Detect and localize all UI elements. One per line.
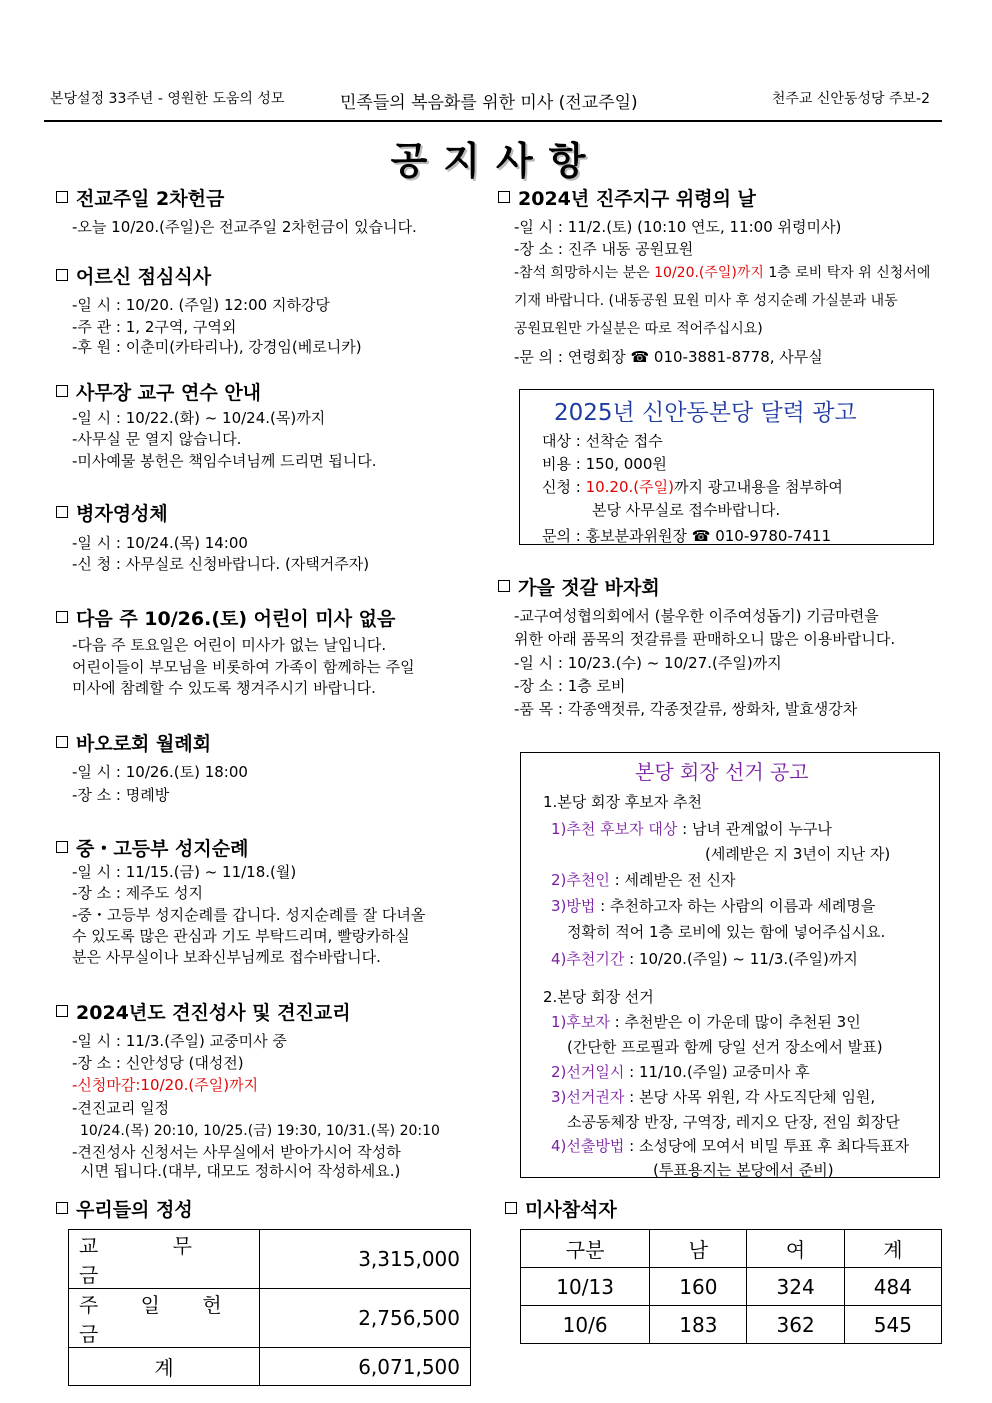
text-line: -다음 주 토요일은 어린이 미사가 없는 날입니다. [72, 636, 387, 654]
text-line: -중・고등부 성지순례를 갑니다. 성지순례를 잘 다녀올 [72, 906, 426, 924]
page-title: 공지사항 [390, 139, 602, 183]
table-cell: 10/13 [521, 1268, 650, 1306]
checkbox-icon [56, 191, 68, 203]
text-line: -일 시 : 10/24.(목) 14:00 [72, 534, 248, 552]
text-line: -문 의 : 연령회장 ☎ 010-3881-8778, 사무실 [514, 348, 823, 366]
section-title: 우리들의 정성 [76, 1199, 193, 1221]
table-cell: 324 [747, 1268, 844, 1306]
section-title: 가을 젓갈 바자회 [518, 577, 660, 599]
text-line: 기재 바랍니다. (내동공원 묘원 미사 후 성지순례 가실분과 내동 [514, 293, 898, 309]
offering-label: 계 [69, 1348, 260, 1386]
text-line: 3)선거권자 : 본당 사목 위원, 각 사도직단체 임원, [551, 1088, 876, 1106]
table-header-cell: 계 [844, 1230, 941, 1268]
text-line: 10/24.(목) 20:10, 10/25.(금) 19:30, 10/31.(목) 20:10 [80, 1123, 440, 1139]
section-sick-communion [56, 499, 168, 526]
table-cell: 362 [747, 1306, 844, 1344]
election-title: 본당 회장 선거 공고 [635, 760, 809, 784]
section-paul-meeting [56, 729, 211, 756]
checkbox-icon [56, 385, 68, 397]
checkbox-icon [56, 611, 68, 623]
section-title: 전교주일 2차헌금 [76, 188, 225, 210]
section-title: 미사참석자 [525, 1199, 617, 1221]
text-line: 시면 됩니다.(대부, 대모도 정하시어 작성하세요.) [80, 1162, 401, 1180]
table-cell: 484 [844, 1268, 941, 1306]
text-line: 2.본당 회장 선거 [543, 988, 654, 1006]
header-center: 민족들의 복음화를 위한 미사 (전교주일) [340, 93, 638, 113]
section-title: 2024년도 견진성사 및 견진교리 [76, 1002, 351, 1024]
table-row [521, 1268, 942, 1306]
checkbox-icon [56, 841, 68, 853]
table-row [69, 1289, 471, 1348]
table-row [69, 1230, 471, 1289]
text-line: 신청 : 10.20.(주일)까지 광고내용을 첨부하여 [542, 478, 843, 496]
table-row [521, 1230, 942, 1268]
text-line: -일 시 : 11/3.(주일) 교중미사 중 [72, 1032, 287, 1050]
table-header-cell: 구분 [521, 1230, 650, 1268]
text-line: -견진교리 일정 [72, 1099, 170, 1117]
checkbox-icon [56, 1202, 68, 1214]
section-office-training [56, 378, 261, 405]
deadline-text: -신청마감:10/20.(주일)까지 [72, 1076, 259, 1094]
deadline-text: 10.20.(주일) [585, 478, 674, 496]
text-line: -주 관 : 1, 2구역, 구역외 [72, 318, 237, 336]
attendance-table [520, 1229, 942, 1344]
text-line: 공원묘원만 가실분은 따로 적어주십시요) [514, 321, 763, 337]
offering-value: 3,315,000 [260, 1230, 471, 1289]
offering-table [68, 1229, 471, 1386]
section-title: 중・고등부 성지순례 [76, 838, 249, 860]
checkbox-icon [56, 736, 68, 748]
text-line: -교구여성협의회에서 (불우한 이주여성돕기) 기금마련을 [514, 607, 879, 625]
text-line: 미사에 참례할 수 있도록 챙겨주시기 바랍니다. [72, 679, 376, 697]
header-left: 본당설정 33주년 - 영원한 도움의 성모 [50, 91, 285, 107]
text-line: -미사예물 봉헌은 책임수녀님께 드리면 됩니다. [72, 452, 377, 470]
text-line: 위한 아래 품목의 젓갈류를 판매하오니 많은 이용바랍니다. [514, 630, 896, 648]
offering-value: 2,756,500 [260, 1289, 471, 1348]
text-line: -사무실 문 열지 않습니다. [72, 430, 242, 448]
section-confirmation [56, 998, 351, 1025]
table-header-cell: 남 [650, 1230, 747, 1268]
text-line: -일 시 : 10/22.(화) ~ 10/24.(목)까지 [72, 409, 326, 427]
text-line: 소공동체장 반장, 구역장, 레지오 단장, 전임 회장단 [567, 1113, 900, 1131]
text-line: 수 있도록 많은 관심과 기도 부탁드리며, 빨랑카하실 [72, 927, 410, 945]
text-line: -일 시 : 10/23.(수) ~ 10/27.(주일)까지 [514, 654, 782, 672]
header-right: 천주교 신안동성당 주보-2 [771, 91, 930, 107]
header-divider [44, 120, 942, 122]
text-line: 4)추천기간 : 10/20.(주일) ~ 11/3.(주일)까지 [551, 950, 858, 968]
section-title: 어르신 점심식사 [76, 266, 212, 288]
text-line: (간단한 프로필과 함께 당일 선거 장소에서 발표) [567, 1038, 883, 1056]
table-cell: 10/6 [521, 1306, 650, 1344]
text-line: 2)추천인 : 세례받은 전 신자 [551, 871, 736, 889]
text-line: (투표용지는 본당에서 준비) [653, 1161, 834, 1179]
deadline-text: 10/20.(주일)까지 [654, 265, 764, 281]
checkbox-icon [505, 1202, 517, 1214]
section-all-souls-day [498, 184, 756, 211]
election-notice-box [520, 752, 940, 1178]
checkbox-icon [498, 580, 510, 592]
section-pilgrimage [56, 834, 248, 861]
text-line: -품 목 : 각종액젓류, 각종젓갈류, 쌍화차, 발효생강차 [514, 700, 858, 718]
section-title: 병자영성체 [76, 503, 168, 525]
text-line: -신 청 : 사무실로 신청바랍니다. (자택거주자) [72, 555, 370, 573]
table-row [69, 1348, 471, 1386]
text-line: 1)추천 후보자 대상 : 남녀 관계없이 누구나 [551, 820, 832, 838]
page-header [44, 88, 942, 118]
section-no-children-mass [56, 604, 395, 631]
table-cell: 183 [650, 1306, 747, 1344]
checkbox-icon [498, 191, 510, 203]
text-line: -견진성사 신청서는 사무실에서 받아가시어 작성하 [72, 1143, 401, 1161]
section-title: 사무장 교구 연수 안내 [76, 382, 262, 404]
text-line: (세례받은 지 3년이 지난 자) [705, 845, 891, 863]
table-header-cell: 여 [747, 1230, 844, 1268]
section-mission-offering [56, 184, 224, 211]
text-line: 4)선출방법 : 소성당에 모여서 비밀 투표 후 최다득표자 [551, 1137, 910, 1155]
checkbox-icon [56, 1005, 68, 1017]
table-cell: 545 [844, 1306, 941, 1344]
calendar-ad-box [519, 389, 934, 545]
offering-label: 주 일 헌 금 [69, 1289, 260, 1348]
text-line: -일 시 : 10/20. (주일) 12:00 지하강당 [72, 296, 330, 314]
text-line: 3)방법 : 추천하고자 하는 사람의 이름과 세례명을 [551, 897, 876, 915]
offering-value: 6,071,500 [260, 1348, 471, 1386]
section-title: 바오로회 월례회 [76, 733, 212, 755]
text-line: -장 소 : 1층 로비 [514, 677, 626, 695]
text-line: 어린이들이 부모님을 비롯하여 가족이 함께하는 주일 [72, 658, 415, 676]
text-line: 정확히 적어 1층 로비에 있는 함에 넣어주십시요. [567, 923, 886, 941]
text-line: 본당 사무실로 접수바랍니다. [592, 501, 781, 519]
checkbox-icon [56, 269, 68, 281]
text-line: 2)선거일시 : 11/10.(주일) 교중미사 후 [551, 1063, 810, 1081]
section-attendance [505, 1195, 617, 1222]
table-row [521, 1306, 942, 1344]
text-line: -장 소 : 신안성당 (대성전) [72, 1054, 244, 1072]
text-line: -장 소 : 명례방 [72, 786, 170, 804]
section-title: 다음 주 10/26.(토) 어린이 미사 없음 [76, 608, 396, 630]
text-line: -일 시 : 11/2.(토) (10:10 연도, 11:00 위령미사) [514, 218, 842, 236]
text-line: -일 시 : 10/26.(토) 18:00 [72, 763, 248, 781]
text-line: -후 원 : 이춘미(카타리나), 강경임(베로니카) [72, 338, 362, 356]
text-line: -참석 희망하시는 분은 10/20.(주일)까지 1층 로비 탁자 위 신청서에 [514, 265, 931, 281]
section-elder-lunch [56, 262, 211, 289]
text-line: 1.본당 회장 후보자 추천 [543, 793, 703, 811]
text-line: -장 소 : 진주 내동 공원묘원 [514, 240, 694, 258]
ad-title: 2025년 신안동본당 달력 광고 [554, 400, 857, 426]
text-line: 비용 : 150, 000원 [542, 455, 667, 473]
text-line: 대상 : 선착순 접수 [542, 432, 663, 450]
section-offering [56, 1195, 193, 1222]
text-line: 분은 사무실이나 보좌신부님께로 접수바랍니다. [72, 948, 381, 966]
text-line: 문의 : 홍보분과위원장 ☎ 010-9780-7411 [542, 527, 832, 545]
text-line: 1)후보자 : 추천받은 이 가운데 많이 추천된 3인 [551, 1013, 861, 1031]
table-cell: 160 [650, 1268, 747, 1306]
checkbox-icon [56, 506, 68, 518]
text-line: -장 소 : 제주도 성지 [72, 884, 203, 902]
text-line: -일 시 : 11/15.(금) ~ 11/18.(월) [72, 863, 297, 881]
section-bazaar [498, 573, 660, 600]
offering-label: 교 무 금 [69, 1230, 260, 1289]
text-line: -오늘 10/20.(주일)은 전교주일 2차헌금이 있습니다. [72, 218, 417, 236]
section-title: 2024년 진주지구 위령의 날 [518, 188, 756, 210]
